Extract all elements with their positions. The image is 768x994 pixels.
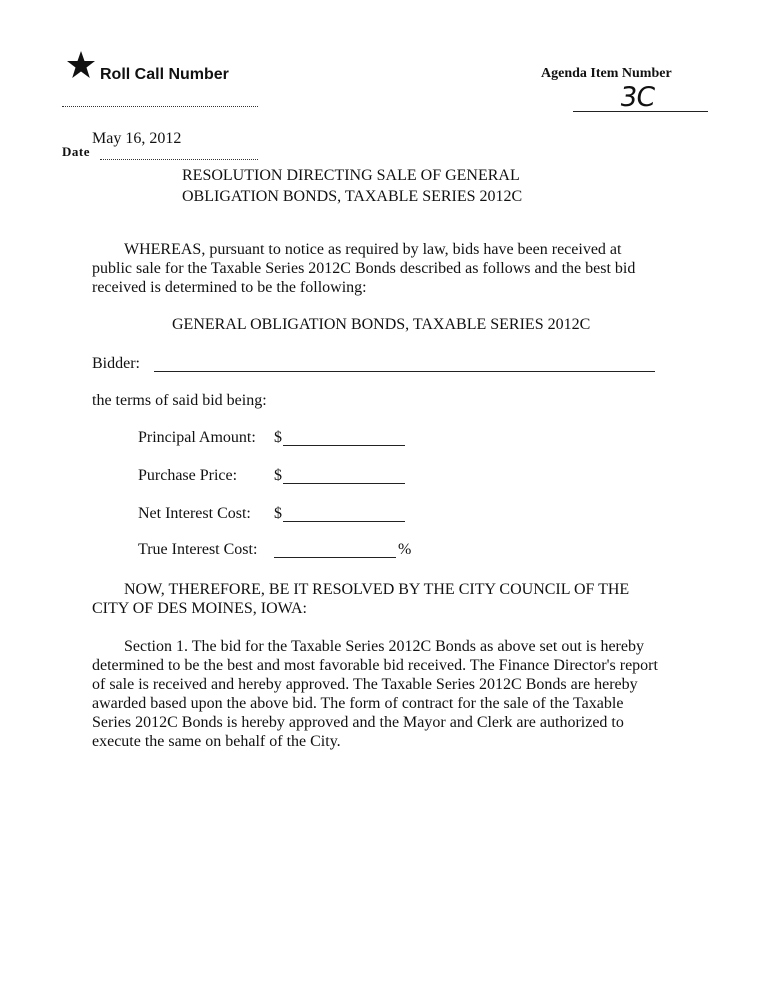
- purchase-price-label: Purchase Price:: [138, 467, 238, 484]
- title-line-1: RESOLUTION DIRECTING SALE OF GENERAL: [182, 167, 520, 184]
- whereas-line-1: WHEREAS, pursuant to notice as required by law, bids have been received at: [124, 241, 622, 258]
- section-1-line-3: of sale is received and hereby approved. The Taxable Series 2012C Bonds are hereby: [92, 676, 638, 693]
- section-1-line-5: Series 2012C Bonds is hereby approved and the Mayor and Clerk are authorized to: [92, 714, 624, 731]
- resolved-line-1: NOW, THEREFORE, BE IT RESOLVED BY THE CITY COUNCIL OF THE: [124, 581, 630, 598]
- principal-amount-line: [283, 445, 405, 446]
- net-interest-dollar-sign: $: [274, 505, 282, 522]
- date-line: [100, 159, 258, 160]
- purchase-dollar-sign: $: [274, 467, 282, 484]
- true-interest-cost-label: True Interest Cost:: [138, 541, 258, 558]
- roll-call-number-line: [62, 106, 258, 107]
- purchase-price-line: [283, 483, 405, 484]
- net-interest-cost-line: [283, 521, 405, 522]
- date-value: May 16, 2012: [92, 130, 182, 147]
- principal-amount-label: Principal Amount:: [138, 429, 256, 446]
- agenda-item-line: [573, 111, 708, 112]
- bidder-blank-line: [154, 371, 655, 372]
- terms-label: the terms of said bid being:: [92, 392, 267, 409]
- bond-heading: GENERAL OBLIGATION BONDS, TAXABLE SERIES 2012C: [172, 316, 591, 333]
- net-interest-cost-label: Net Interest Cost:: [138, 505, 251, 522]
- agenda-item-label: Agenda Item Number: [541, 66, 672, 81]
- star-icon: [66, 50, 96, 80]
- whereas-line-2: public sale for the Taxable Series 2012C Bonds described as follows and the best bid: [92, 260, 636, 277]
- date-label: Date: [62, 144, 90, 159]
- whereas-paragraph: [92, 240, 692, 297]
- section-1-line-1: Section 1. The bid for the Taxable Series 2012C Bonds as above set out is hereby: [124, 638, 644, 655]
- principal-dollar-sign: $: [274, 429, 282, 446]
- resolved-paragraph: [92, 580, 692, 618]
- document-title: [182, 165, 522, 207]
- section-1-line-4: awarded based upon the above bid. The form of contract for the sale of the Taxable: [92, 695, 624, 712]
- agenda-item-value: 3C: [617, 82, 657, 113]
- true-interest-cost-line: [274, 557, 396, 558]
- section-1-line-6: execute the same on behalf of the City.: [92, 733, 341, 750]
- section-1-line-2: determined to be the best and most favorable bid received. The Finance Director's report: [92, 657, 658, 674]
- resolved-line-2: CITY OF DES MOINES, IOWA:: [92, 600, 307, 617]
- title-line-2: OBLIGATION BONDS, TAXABLE SERIES 2012C: [182, 188, 523, 205]
- bidder-label: Bidder:: [92, 355, 140, 372]
- whereas-line-3: received is determined to be the following:: [92, 279, 367, 296]
- roll-call-label: Roll Call Number: [100, 66, 229, 83]
- percent-sign: %: [398, 541, 412, 558]
- section-1-paragraph: [92, 637, 692, 751]
